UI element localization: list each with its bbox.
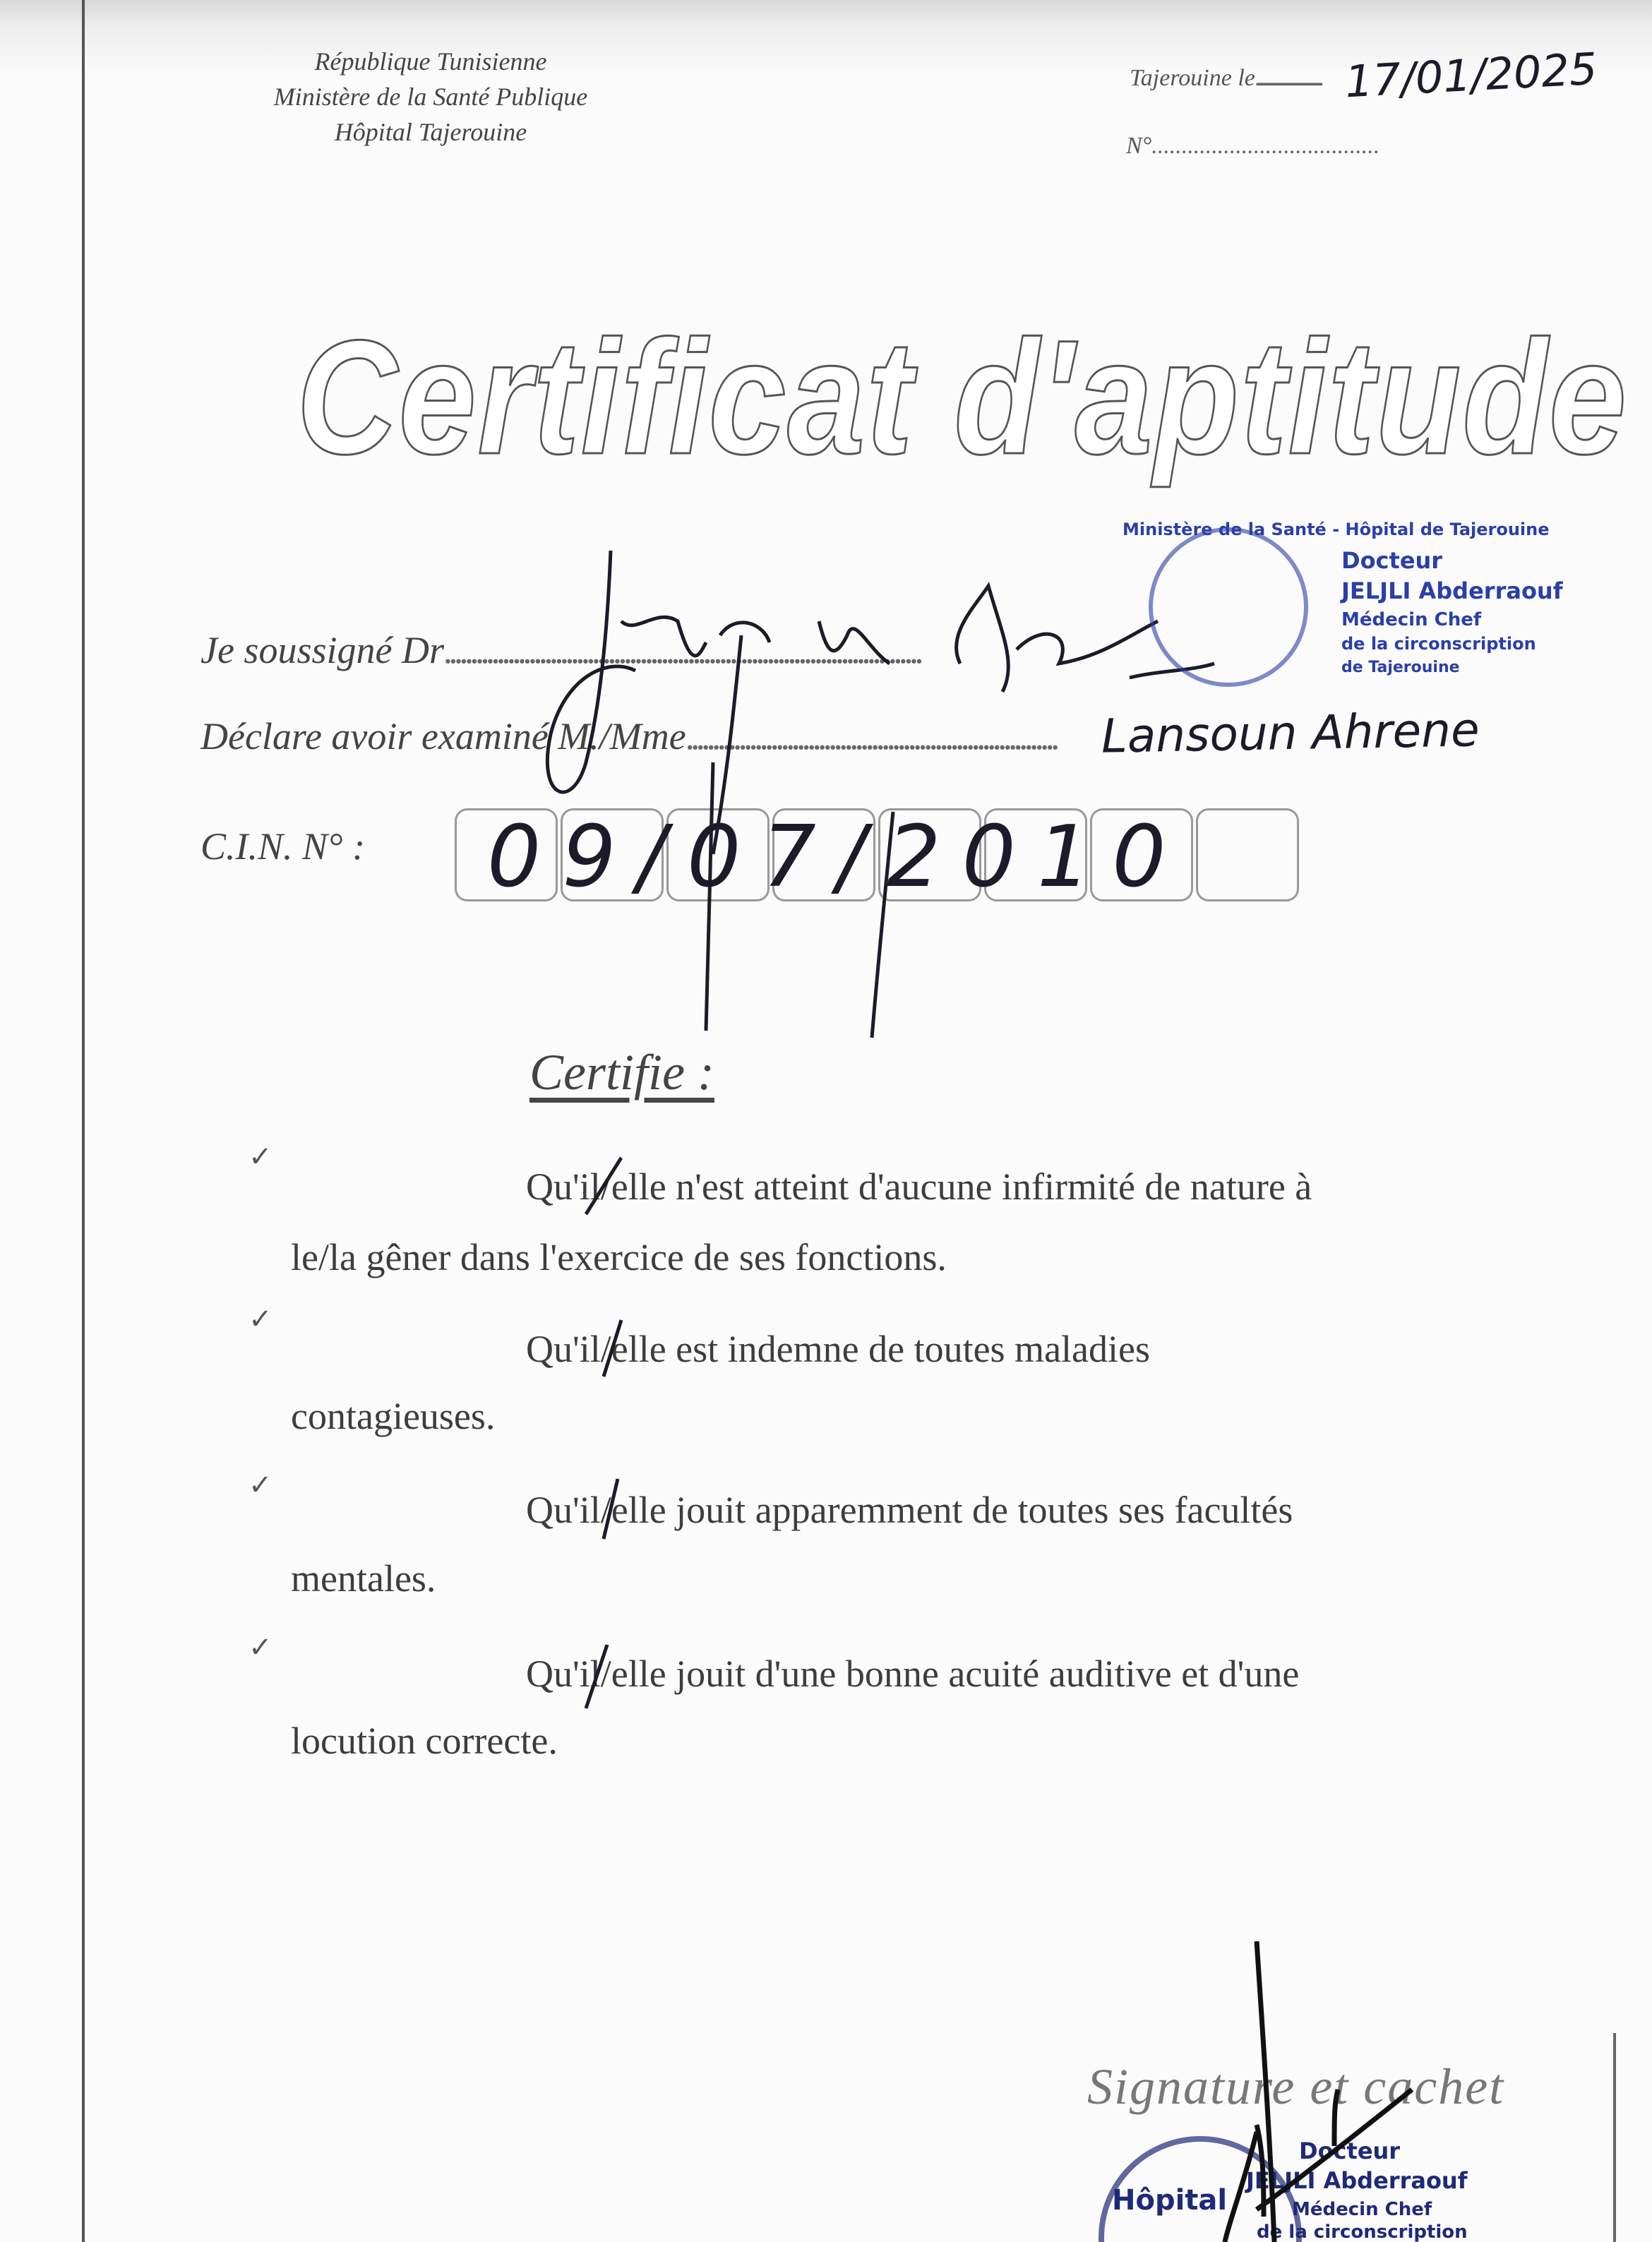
patient-label: Déclare avoir examiné M./Mme — [200, 715, 686, 757]
certifie-heading: Certifie : — [529, 1044, 714, 1101]
handwritten-date: 17/01/2025 — [1343, 42, 1599, 108]
cin-label: C.I.N. N° : — [200, 825, 366, 868]
doctor-dots: .......................................................................................... — [443, 629, 921, 671]
handwritten-patient-name: Lansoun Ahrene — [1101, 702, 1480, 764]
strike-mark — [586, 1645, 607, 1708]
checkmark-icon: ✓ — [249, 1631, 273, 1663]
stamp-line: JELJLI Abderraouf — [1341, 577, 1563, 604]
certify-item-4-line-1: Qu'il/elle jouit d'une bonne acuité auditive et d'une — [526, 1653, 1300, 1695]
checkmark-icon: ✓ — [249, 1469, 273, 1501]
header-line-hospital: Hôpital Tajerouine — [334, 118, 527, 146]
stamp-top — [1123, 520, 1564, 685]
strike-marks — [586, 1158, 621, 1708]
certify-item-4-line-2: locution correcte. — [291, 1720, 558, 1762]
place-date-label: Tajerouine le — [1130, 65, 1255, 91]
doctor-signature-bottom — [1225, 1941, 1412, 2242]
number-dots: ...................................... — [1151, 133, 1380, 159]
stamp-round-text: Ministère de la Santé - Hôpital de Tajerouine — [1123, 520, 1550, 539]
stamp-line: de Tajerouine — [1341, 659, 1460, 676]
strike-mark — [586, 1158, 621, 1214]
number-label: N° — [1126, 133, 1152, 159]
certify-item-3-line-2: mentales. — [291, 1557, 436, 1600]
certify-item-1-line-2: le/la gêner dans l'exercice de ses fonctions. — [291, 1236, 947, 1278]
certify-item-1-line-1: Qu'il/elle n'est atteint d'aucune infirmité de nature à — [526, 1165, 1312, 1208]
checkmark-icon: ✓ — [249, 1141, 273, 1173]
doctor-label: Je soussigné Dr — [200, 629, 444, 671]
handwritten-cin: 09/07/2010 — [487, 808, 1187, 906]
certify-item-2-line-2: contagieuses. — [291, 1395, 496, 1437]
header-line-republic: République Tunisienne — [314, 47, 547, 76]
certify-item-2-line-1: Qu'il/elle est indemne de toutes maladies — [526, 1328, 1150, 1370]
place-date-dots: ..................................... — [1255, 65, 1321, 91]
stamp-hospital: Hôpital — [1112, 2184, 1228, 2217]
strike-mark — [604, 1479, 618, 1539]
header-line-ministry: Ministère de la Santé Publique — [273, 83, 588, 111]
stamp-line: Médecin Chef — [1341, 609, 1482, 630]
stamp-line: de la circonscription — [1257, 2222, 1468, 2242]
strike-mark — [604, 1320, 621, 1377]
stamp-line: Médecin Chef — [1292, 2199, 1432, 2220]
checkmark-icon: ✓ — [249, 1303, 273, 1335]
patient-dots: ...................................................................... — [686, 715, 1057, 757]
document-title: Certificat d'aptitude — [297, 306, 1628, 488]
doctor-signature — [547, 551, 1214, 854]
stamp-line: Docteur — [1299, 2138, 1401, 2164]
signature-label: Signature et cachet — [1087, 2058, 1505, 2115]
stamp-line: de la circonscription — [1341, 634, 1536, 654]
pen-stroke — [706, 762, 893, 1038]
stamp-line: JELJLI Abderraouf — [1246, 2167, 1468, 2194]
certify-item-3-line-1: Qu'il/elle jouit apparemment de toutes ses facultés — [526, 1489, 1293, 1531]
stamp-line: Docteur — [1341, 547, 1443, 574]
